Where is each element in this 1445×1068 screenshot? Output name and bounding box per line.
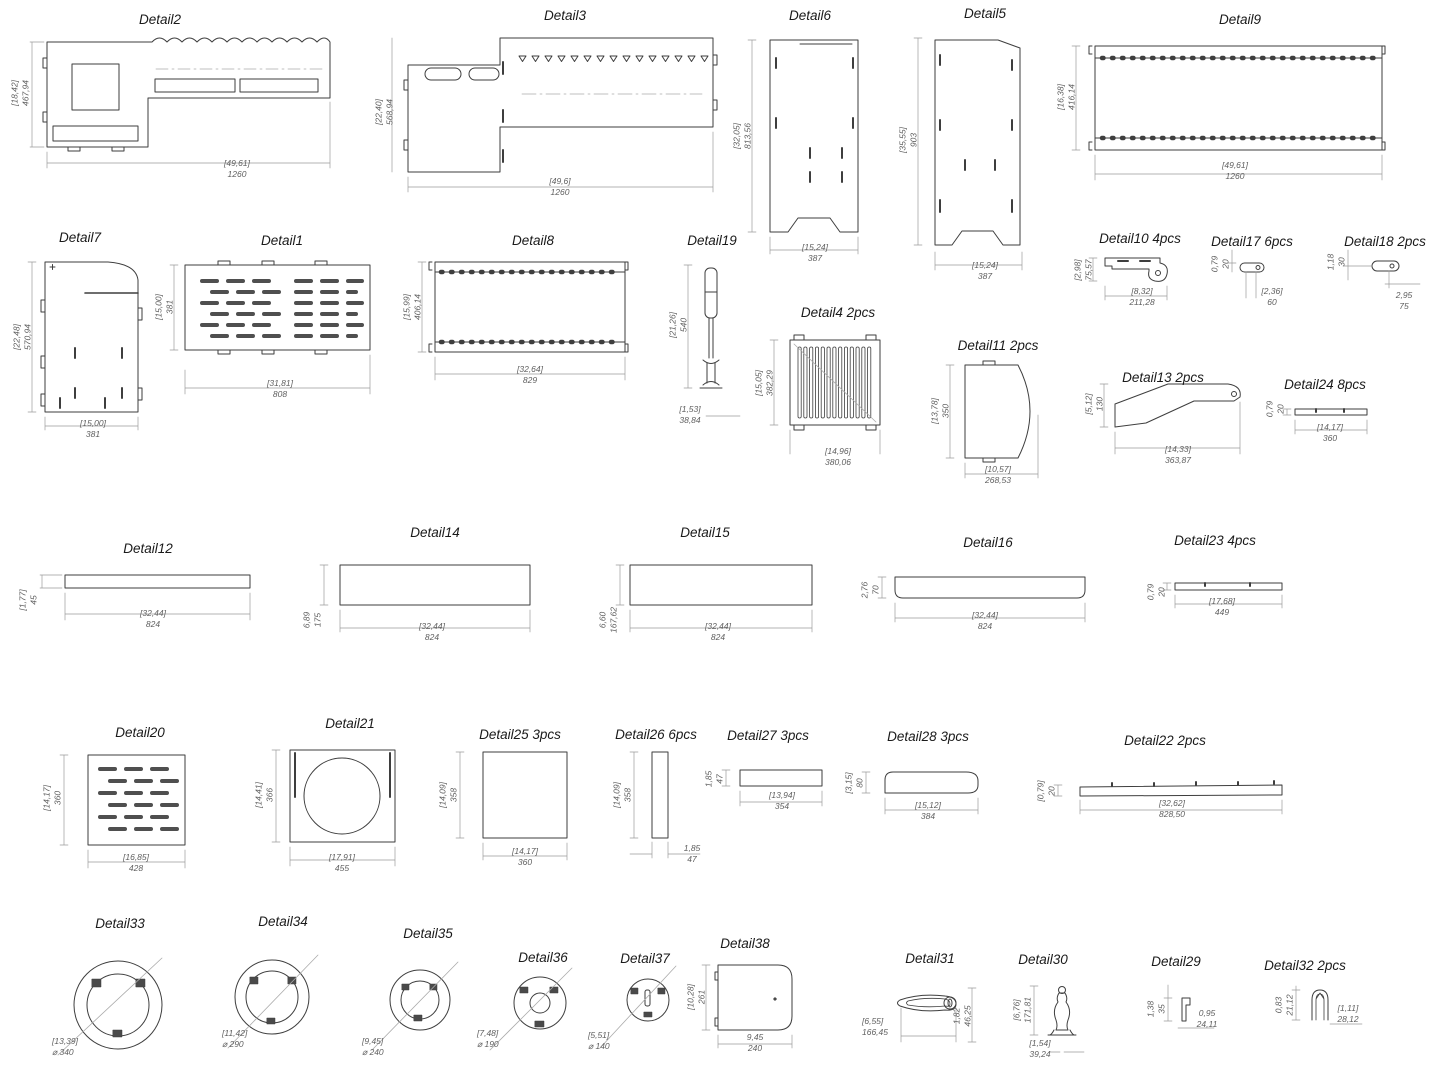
detail8-title: Detail8 <box>511 233 555 248</box>
detail14-vdim: 6,89 175 <box>301 611 322 629</box>
detail28-title: Detail28 3pcs <box>887 729 969 744</box>
detail25-shape <box>456 752 567 860</box>
detail13-vdim: [5,12] 130 <box>1083 393 1104 415</box>
detail35-title: Detail35 <box>403 926 453 941</box>
detail24-hdim: [14,17] 360 <box>1317 422 1343 443</box>
detail7-title: Detail7 <box>58 230 102 245</box>
detail3-vdim: [22,40] 568,94 <box>373 99 394 125</box>
detail22-title: Detail22 2pcs <box>1124 733 1206 748</box>
detail28-vdim: [3,15] 80 <box>843 772 864 794</box>
detail36-shape <box>490 968 572 1050</box>
detail17-shape <box>1228 250 1264 298</box>
detail10-title: Detail10 4pcs <box>1099 231 1181 246</box>
detail18-vdim: 1,18 30 <box>1325 253 1346 271</box>
detail16-title: Detail16 <box>963 535 1013 550</box>
detail10-hdim: [8,32] 211,28 <box>1129 286 1155 307</box>
detail3-shape <box>392 38 717 192</box>
detail1-title: Detail1 <box>260 233 304 248</box>
detail9-hdim: [49,61] 1260 <box>1222 160 1248 181</box>
detail21-hdim: [17,91] 455 <box>329 852 355 873</box>
detail8-shape <box>418 262 628 380</box>
detail35-dia: [9,45] ⌀ 240 <box>362 1036 384 1057</box>
detail14-hdim: [32,44] 824 <box>419 621 445 642</box>
detail4-vdim: [15,05] 382,29 <box>753 370 774 396</box>
detail2-hdim: [49,61] 1260 <box>224 158 250 179</box>
detail26-title: Detail26 6pcs <box>615 727 697 742</box>
detail10-vdim: [2,98] 75,57 <box>1072 259 1093 281</box>
detail21-shape <box>272 750 395 866</box>
detail34-dia: [11,42] ⌀ 290 <box>222 1028 248 1049</box>
detail23-hdim: [17,68] 449 <box>1209 596 1235 617</box>
detail32-hdim: [1,11] 28,12 <box>1337 1003 1359 1024</box>
detail13-title: Detail13 2pcs <box>1122 370 1204 385</box>
detail21-title: Detail21 <box>325 716 375 731</box>
detail18-title: Detail18 2pcs <box>1344 234 1426 249</box>
detail12-title: Detail12 <box>123 541 173 556</box>
detail4-shape <box>770 335 880 454</box>
detail30-hdim: [1,54] 39,24 <box>1029 1038 1051 1059</box>
detail17-vdim: 0,79 20 <box>1209 255 1230 273</box>
detail12-vdim: [1,77] 45 <box>17 589 38 611</box>
detail12-hdim: [32,44] 824 <box>140 608 166 629</box>
detail2-title: Detail2 <box>138 12 182 27</box>
detail19-shape <box>684 265 740 416</box>
detail21-vdim: [14,41] 366 <box>253 782 274 808</box>
detail26-vdim: [14,09] 358 <box>611 782 632 808</box>
detail28-hdim: [15,12] 384 <box>915 800 941 821</box>
detail38-hdim: 9,45 240 <box>746 1032 764 1053</box>
detail26-hdim: 1,85 47 <box>683 843 701 864</box>
detail25-vdim: [14,09] 358 <box>437 782 458 808</box>
detail33-title: Detail33 <box>95 916 145 931</box>
detail20-hdim: [16,85] 428 <box>123 852 149 873</box>
detail38-vdim: [10,28] 261 <box>685 984 706 1010</box>
detail18-hdim: 2,95 75 <box>1395 290 1413 311</box>
detail32-title: Detail32 2pcs <box>1264 958 1346 973</box>
detail11-title: Detail11 2pcs <box>957 338 1039 353</box>
detail9-title: Detail9 <box>1218 12 1262 27</box>
detail3-hdim: [49,6] 1260 <box>549 176 571 197</box>
detail36-title: Detail36 <box>518 950 568 965</box>
detail5-hdim: [15,24] 387 <box>972 260 998 281</box>
detail31-hdim: [6,55] 166,45 <box>862 1016 888 1037</box>
detail10-shape <box>1089 258 1167 300</box>
detail27-title: Detail27 3pcs <box>727 728 809 743</box>
detail30-title: Detail30 <box>1018 952 1068 967</box>
detail23-vdim: 0,79 20 <box>1145 583 1166 601</box>
detail33-dia: [13,39] ⌀ 340 <box>52 1036 78 1057</box>
detail37-dia: [5,51] ⌀ 140 <box>588 1030 610 1051</box>
detail6-shape <box>748 40 858 254</box>
detail2-vdim: [18,42] 467,94 <box>9 80 30 106</box>
detail11-hdim: [10,57] 268,53 <box>985 464 1011 485</box>
detail8-hdim: [32,64] 829 <box>517 364 543 385</box>
detail3-title: Detail3 <box>543 8 587 23</box>
detail20-title: Detail20 <box>115 725 165 740</box>
detail34-title: Detail34 <box>258 914 308 929</box>
detail37-title: Detail37 <box>620 951 670 966</box>
detail5-title: Detail5 <box>963 6 1007 21</box>
detail22-vdim: [0,79] 20 <box>1035 780 1056 802</box>
detail38-title: Detail38 <box>720 936 770 951</box>
detail31-vdim: 1,82 46,25 <box>951 1005 972 1027</box>
detail6-title: Detail6 <box>788 8 832 23</box>
detail32-vdim: 0,83 21,12 <box>1273 994 1294 1016</box>
detail5-shape <box>914 38 1022 270</box>
detail29-title: Detail29 <box>1151 954 1201 969</box>
detail22-hdim: [32,62] 828,50 <box>1159 798 1185 819</box>
detail9-vdim: [16,38] 416,14 <box>1055 84 1076 110</box>
detail17-title: Detail17 6pcs <box>1211 234 1293 249</box>
detail8-vdim: [15,99] 406,14 <box>401 294 422 320</box>
detail24-title: Detail24 8pcs <box>1284 377 1366 392</box>
detail15-vdim: 6,60 167,62 <box>597 607 618 633</box>
detail27-hdim: [13,94] 354 <box>769 790 795 811</box>
detail20-vdim: [14,17] 360 <box>41 785 62 811</box>
detail37-shape <box>600 966 676 1048</box>
detail15-title: Detail15 <box>680 525 730 540</box>
detail36-dia: [7,48] ⌀ 190 <box>477 1028 499 1049</box>
detail25-title: Detail25 3pcs <box>479 727 561 742</box>
detail1-vdim: [15,00] 381 <box>153 294 174 320</box>
detail23-title: Detail23 4pcs <box>1174 533 1256 548</box>
detail4-title: Detail4 2pcs <box>800 305 876 320</box>
detail7-vdim: [22,48] 570,94 <box>11 324 32 350</box>
detail1-shape <box>170 261 370 394</box>
detail19-title: Detail19 <box>687 233 737 248</box>
detail17-hdim: [2,36] 60 <box>1261 286 1283 307</box>
detail19-vdim: [21,26] 540 <box>667 312 688 338</box>
detail19-hdim: [1,53] 38,84 <box>679 404 701 425</box>
detail29-vdim: 1,38 35 <box>1145 1000 1166 1018</box>
detail6-hdim: [15,24] 387 <box>802 242 828 263</box>
detail30-vdim: [6,76] 171,81 <box>1011 997 1032 1023</box>
detail35-shape <box>372 962 458 1050</box>
detail14-title: Detail14 <box>410 525 460 540</box>
detail29-hdim: 0,95 24,11 <box>1196 1008 1218 1029</box>
detail7-shape <box>28 262 142 430</box>
detail6-vdim: [32,05] 813,56 <box>731 123 752 149</box>
detail25-hdim: [14,17] 360 <box>512 846 538 867</box>
detail16-vdim: 2,76 70 <box>859 581 880 599</box>
detail27-vdim: 1,85 47 <box>703 770 724 788</box>
detail13-hdim: [14,33] 363,87 <box>1165 444 1191 465</box>
detail15-hdim: [32,44] 824 <box>705 621 731 642</box>
detail11-shape <box>946 361 1038 478</box>
detail7-hdim: [15,00] 381 <box>80 418 106 439</box>
detail5-vdim: [35,55] 903 <box>897 127 918 153</box>
detail24-vdim: 0,79 20 <box>1264 400 1285 418</box>
detail16-hdim: [32,44] 824 <box>972 610 998 631</box>
detail11-vdim: [13,78] 350 <box>929 398 950 424</box>
detail4-hdim: [14,96] 380,06 <box>825 446 851 467</box>
detail31-title: Detail31 <box>905 951 955 966</box>
detail18-shape <box>1344 250 1420 288</box>
detail2-shape <box>30 38 330 168</box>
detail1-hdim: [31,81] 808 <box>267 378 293 399</box>
